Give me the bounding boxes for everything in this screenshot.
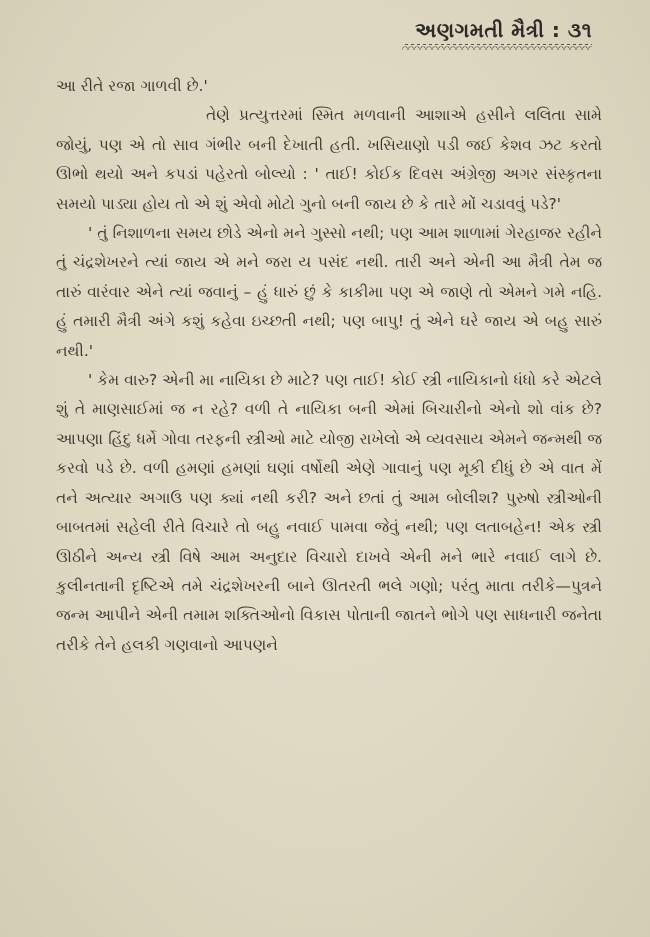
running-header	[402, 18, 592, 50]
paragraph-1: આ રીતે રજા ગાળવી છે.'	[56, 77, 208, 95]
paragraph-3: ' તું નિશાળના સમય છોડે એનો મને ગુસ્સો નથી; પણ આમ શાળામાં ગેરહાજર રહીને તું ચંદ્રશેખરને ત્યાં જાય એ મને જરા ય પસંદ નથી. તારી અને એની આ મૈત્રી તેમ જ તારું વારંવાર એને ત્યાં જવાનું – હું ધારું છું કે કાકીમા પણ એ જાણે તો એમને ગમે નહિ. હું તમારી મૈત્રી અંગે કશું કહેવા ઇચ્છતી નથી; પણ બાપુ! તું એને ઘરે જાય એ બહુ સારું નથી.'	[56, 224, 602, 360]
chapter-title-page-number: અણગમતી મૈત્રી : ૩૧	[415, 18, 592, 42]
decorative-wavy-rule	[402, 44, 592, 50]
body-text	[56, 72, 602, 660]
paragraph-2: તેણે પ્રત્યુત્તરમાં સ્મિત મળવાની આશાએ હસીને લલિતા સામે જોયું, પણ એ તો સાવ ગંભીર બની દેખાતી હતી. ખસિયાણો પડી જઈ કેશવ ઝટ કરતો ઊભો થયો અને કપડાં પહેરતો બોલ્યો : ' તાઈ! કોઈક દિવસ અંગ્રેજી અગર સંસ્કૃતના સમયો પાડ્યા હોય તો એ શું એવો મોટો ગુનો બની જાય છે કે તારે મોં ચડાવવું પડે?'	[56, 106, 602, 213]
paragraph-4: ' કેમ વારુ? એની મા નાયિકા છે માટે? પણ તાઈ! કોઈ સ્ત્રી નાયિકાનો ધંધો કરે એટલે શું તે માણસાઈમાં જ ન રહે? વળી તે નાયિકા બની એમાં બિચારીનો એનો શો વાંક છે? આપણા હિંદુ ધર્મે ગોવા તરફની સ્ત્રીઓ માટે યોજી રાખેલો એ વ્યવસાય એમને જન્મથી જ કરવો પડે છે. વળી હમણાં હમણાં ઘણાં વર્ષોથી એણે ગાવાનું પણ મૂકી દીધું છે એ વાત મેં તને અત્યાર અગાઉ પણ ક્યાં નથી કરી? અને છતાં તું આમ બોલીશ? પુરુષો સ્ત્રીઓની બાબતમાં સહેલી રીતે વિચારે તો બહુ નવાઈ પામવા જેવું નથી; પણ લતાબહેન! એક સ્ત્રી ઊઠીને અન્ય સ્ત્રી વિષે આમ અનુદાર વિચારો દાખવે એની મને ભારે નવાઈ લાગે છે. કુલીનતાની દૃષ્ટિએ તમે ચંદ્રશેખરની બાને ઊતરતી ભલે ગણો; પરંતુ માતા તરીકે—પુત્રને જન્મ આપીને એની તમામ શક્તિઓનો વિકાસ પોતાની જાતને ભોગે પણ સાધનારી જનેતા તરીકે તેને હલકી ગણવાનો આપણને	[56, 371, 603, 654]
